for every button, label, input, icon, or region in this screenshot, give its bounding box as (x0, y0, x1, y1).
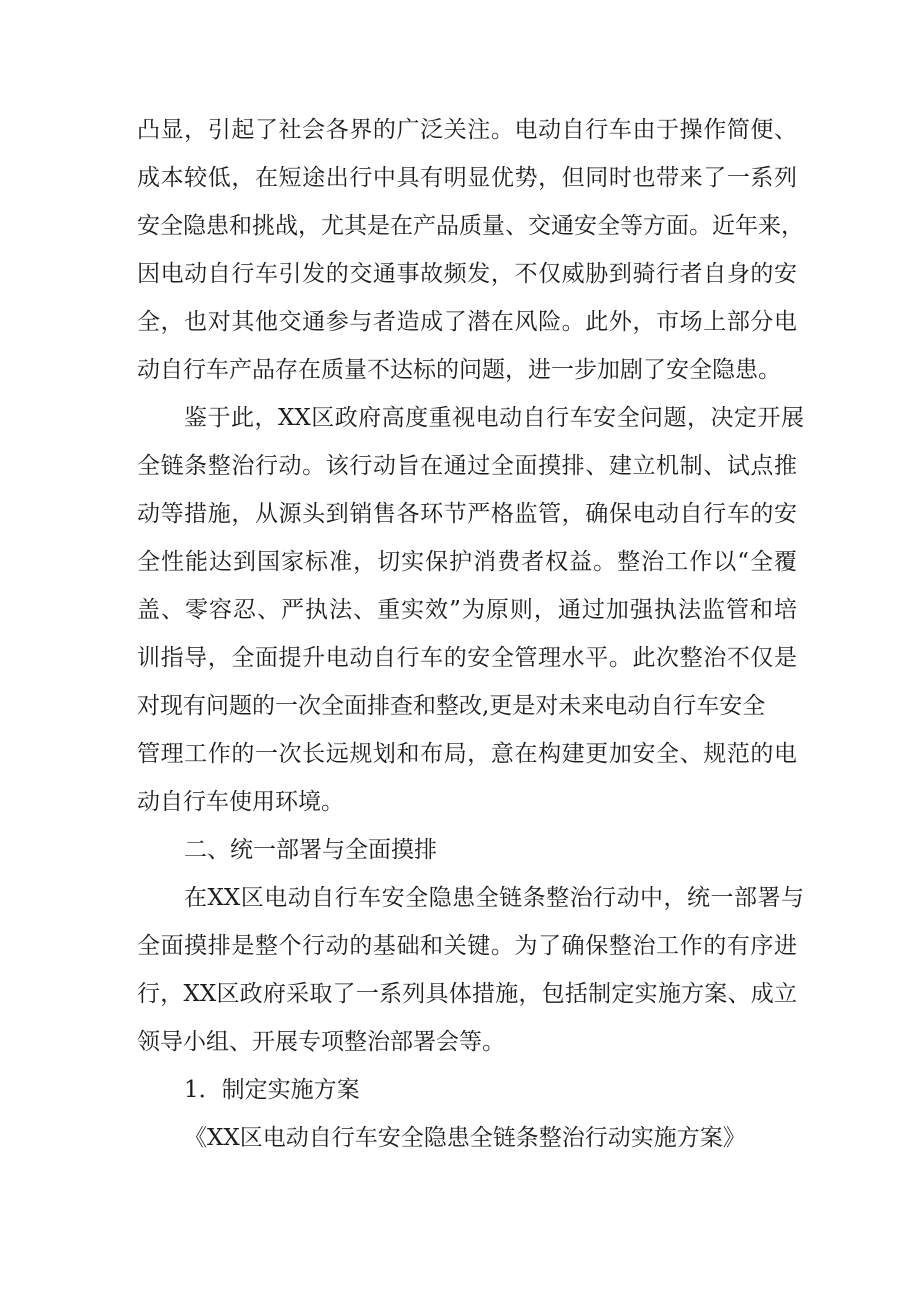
paragraph-line: 全面摸排是整个行动的基础和关键。为了确保整治工作的有序进 (137, 933, 797, 959)
paragraph-line: 在XX区电动自行车安全隐患全链条整治行动中，统一部署与 (184, 885, 804, 911)
paragraph-line: 管理工作的一次长远规划和布局，意在构建更加安全、规范的电 (137, 741, 797, 767)
paragraph-line: 全链条整治行动。该行动旨在通过全面摸排、建立机制、试点推 (137, 453, 797, 479)
subheading: 1．制定实施方案 (184, 1077, 360, 1103)
paragraph-line: 《XX区电动自行车安全隐患全链条整治行动实施方案》 (184, 1125, 746, 1151)
paragraph-line: 动自行车使用环境。 (137, 789, 344, 815)
paragraph-line: 对现有问题的一次全面排查和整改,更是对未来电动自行车安全 (137, 693, 766, 719)
paragraph-line: 行，XX区政府采取了一系列具体措施，包括制定实施方案、成立 (137, 981, 797, 1007)
section-heading: 二、统一部署与全面摸排 (184, 837, 437, 863)
paragraph-line: 鉴于此，XX区政府高度重视电动自行车安全问题，决定开展 (184, 405, 804, 431)
paragraph-line: 成本较低，在短途出行中具有明显优势，但同时也带来了一系列 (137, 165, 797, 191)
paragraph-line: 训指导，全面提升电动自行车的安全管理水平。此次整治不仅是 (137, 645, 797, 671)
paragraph-line: 动等措施，从源头到销售各环节严格监管，确保电动自行车的安 (137, 501, 797, 527)
paragraph-line: 全，也对其他交通参与者造成了潜在风险。此外，市场上部分电 (137, 309, 797, 335)
paragraph-line: 凸显，引起了社会各界的广泛关注。电动自行车由于操作简便、 (137, 117, 797, 143)
paragraph-line: 安全隐患和挑战，尤其是在产品质量、交通安全等方面。近年来， (137, 213, 804, 239)
paragraph-line: 盖、零容忍、严执法、重实效”为原则，通过加强执法监管和培 (137, 597, 797, 623)
paragraph-line: 因电动自行车引发的交通事故频发，不仅威胁到骑行者自身的安 (137, 261, 797, 287)
paragraph-line: 领导小组、开展专项整治部署会等。 (137, 1029, 505, 1055)
paragraph-line: 动自行车产品存在质量不达标的问题，进一步加剧了安全隐患。 (137, 357, 781, 383)
paragraph-line: 全性能达到国家标准，切实保护消费者权益。整治工作以“全覆 (137, 549, 797, 575)
